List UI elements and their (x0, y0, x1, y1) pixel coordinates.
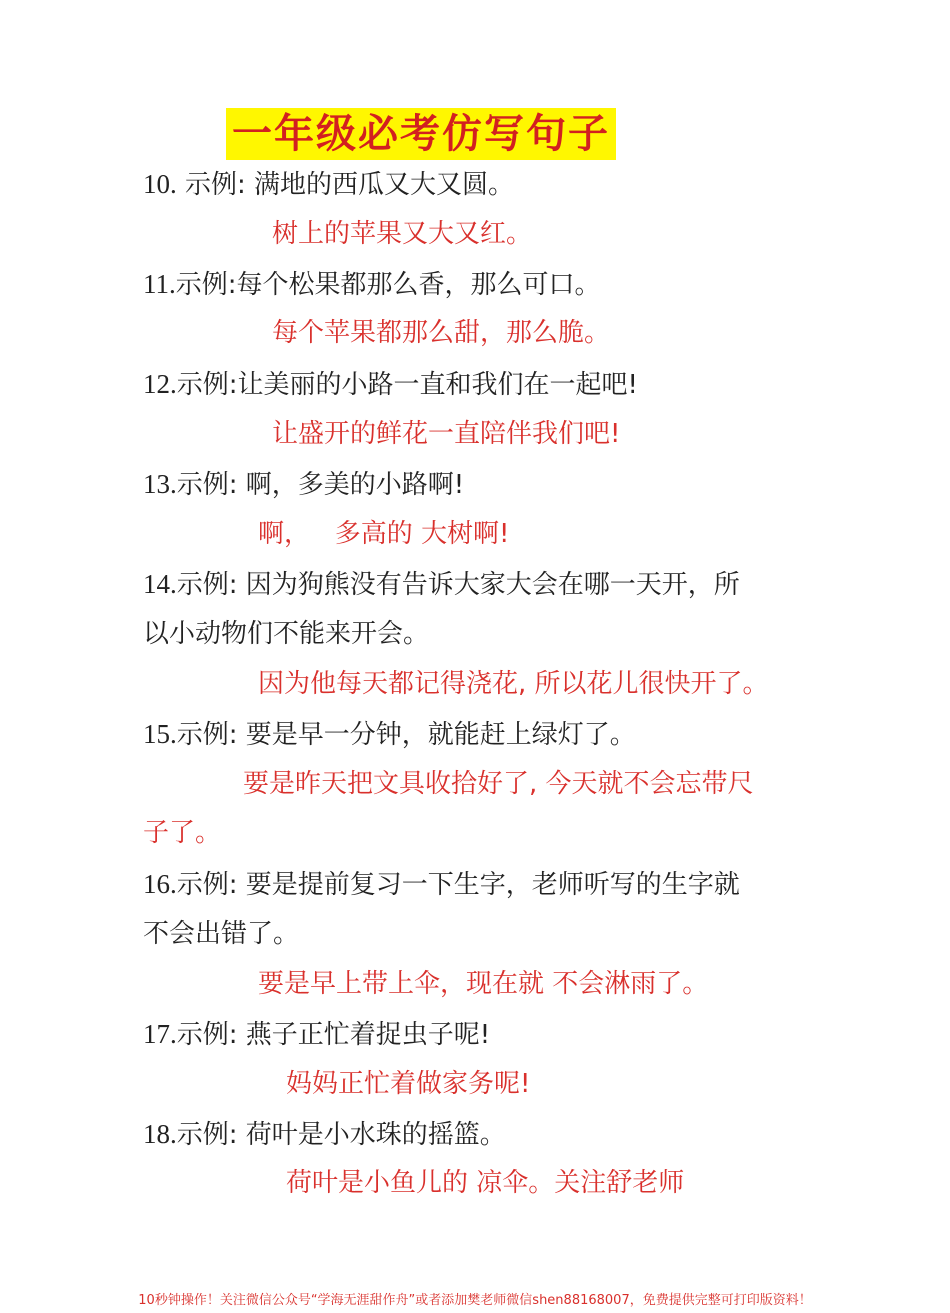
item-number: 13. (143, 469, 177, 499)
answer-10: 树上的苹果又大又红。 (272, 219, 533, 249)
example-14-continued: 以小动物们不能来开会。 (143, 619, 430, 649)
item-number: 10. (143, 169, 177, 199)
example-11 (143, 266, 601, 303)
example-16 (143, 866, 740, 903)
example-13 (143, 466, 464, 503)
example-text: 示例: 啊，多美的小路啊! (176, 470, 465, 500)
answer-11: 每个苹果都那么甜，那么脆。 (272, 318, 611, 348)
item-number: 16. (143, 869, 177, 899)
item-number: 11. (143, 269, 176, 299)
page-title: 一年级必考仿写句子 (226, 108, 616, 160)
example-14 (143, 566, 740, 603)
footer-notice: 10秒钟操作！关注微信公众号“学海无涯甜作舟”或者添加樊老师微信shen88168007，免费提供完整可打印版资料！ (138, 1293, 812, 1308)
example-18 (143, 1116, 506, 1153)
answer-15: 要是昨天把文具收拾好了, 今天就不会忘带尺 (243, 769, 754, 799)
item-number: 18. (143, 1119, 177, 1149)
example-16-continued: 不会出错了。 (143, 919, 300, 949)
example-text: 示例: 要是早一分钟，就能赶上绿灯了。 (176, 720, 636, 750)
example-text: 示例: 要是提前复习一下生字，老师听写的生字就 (176, 870, 740, 900)
item-number: 14. (143, 569, 177, 599)
answer-17: 妈妈正忙着做家务呢! (286, 1069, 531, 1099)
example-10 (143, 166, 514, 203)
item-number: 15. (143, 719, 177, 749)
title-block (226, 108, 616, 160)
example-15 (143, 716, 636, 753)
answer-14: 因为他每天都记得浇花, 所以花儿很快开了。 (258, 669, 769, 699)
answer-12: 让盛开的鲜花一直陪伴我们吧! (272, 419, 621, 449)
item-number: 17. (143, 1019, 177, 1049)
example-17 (143, 1016, 490, 1053)
example-text: 示例:每个松果都那么香，那么可口。 (175, 270, 601, 300)
example-text: 示例:让美丽的小路一直和我们在一起吧! (176, 370, 638, 400)
answer-16: 要是早上带上伞，现在就 不会淋雨了。 (258, 969, 709, 999)
example-text: 示例: 满地的西瓜又大又圆。 (176, 170, 515, 200)
example-text: 示例: 荷叶是小水珠的摇篮。 (176, 1120, 506, 1150)
answer-13: 啊， 多高的 大树啊! (258, 519, 510, 549)
example-12 (143, 366, 638, 403)
answer-15-continued: 子了。 (143, 818, 222, 848)
example-text: 示例: 因为狗熊没有告诉大家大会在哪一天开，所 (176, 570, 740, 600)
example-text: 示例: 燕子正忙着捉虫子呢! (176, 1020, 491, 1050)
item-number: 12. (143, 369, 177, 399)
answer-18: 荷叶是小鱼儿的 凉伞。关注舒老师 (286, 1168, 685, 1198)
